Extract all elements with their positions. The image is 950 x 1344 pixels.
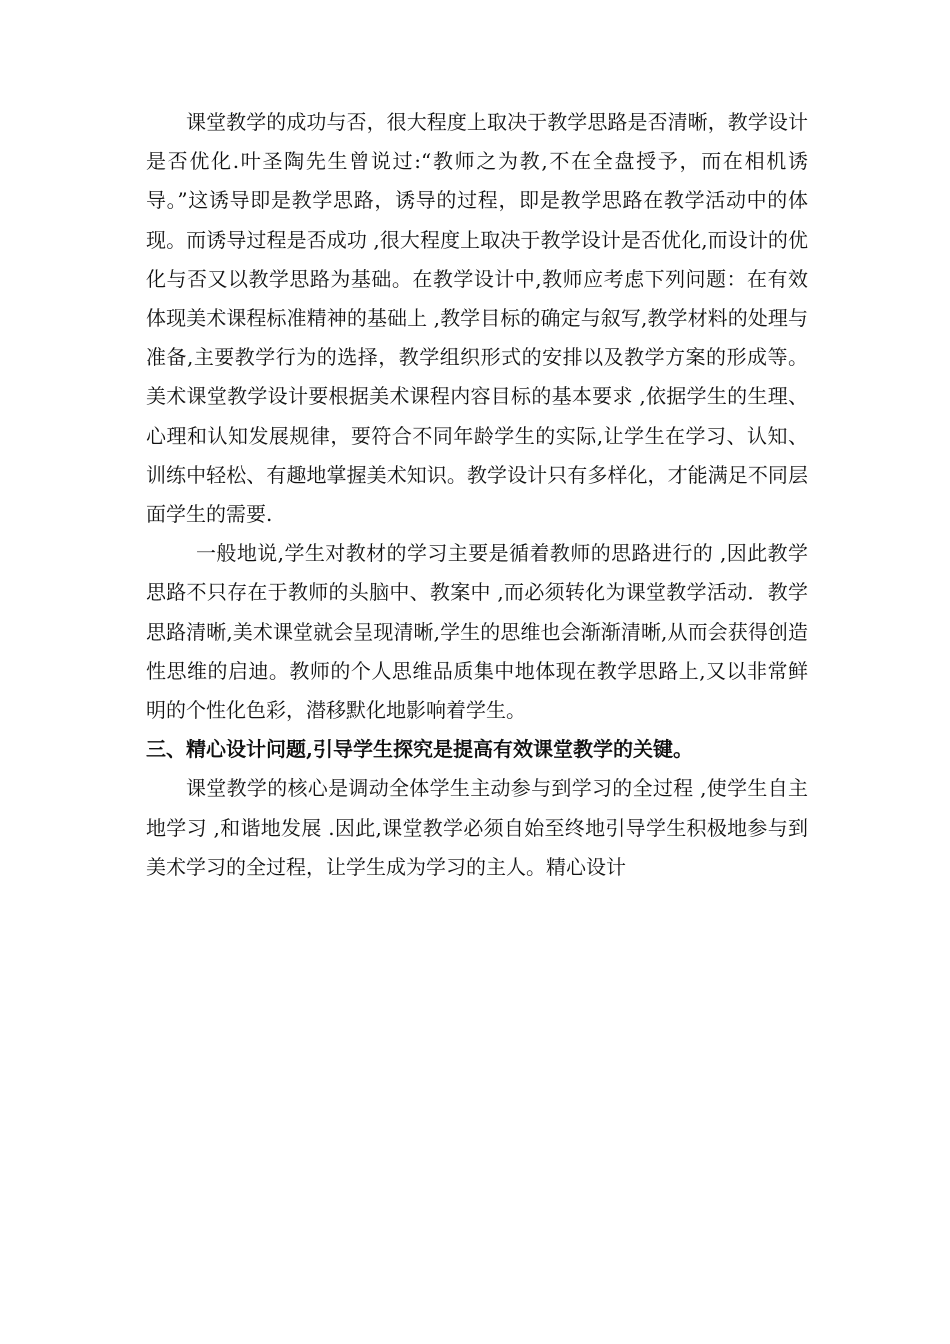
paragraph-2: 一般地说,学生对教材的学习主要是循着教师的思路进行的 ,因此教学思路不只存在于教师的头脑中、教案中 ,而必须转化为课堂教学活动．教学思路清晰,美术课堂就会呈现清晰,学生的思维也会渐渐清晰,从而会获得创造性思维的启迪。教师的个人思维品质集中地体现在教学思路上,又以非常鲜明的个性化色彩，潜移默化地影响着学生。: [146, 541, 808, 723]
paragraph-3: 课堂教学的核心是调动全体学生主动参与到学习的全过程 ,使学生自主地学习 ,和谐地发展 .因此,课堂教学必须自始至终地引导学生积极地参与到美术学习的全过程，让学生成为学习的主人。精心设计: [146, 776, 808, 879]
paragraph-1: 课堂教学的成功与否，很大程度上取决于教学思路是否清晰，教学设计是否优化.叶圣陶先生曾说过:“教师之为教,不在全盘授予，而在相机诱导。”这诱导即是教学思路，诱导的过程，即是教学思路在教学活动中的体现。而诱导过程是否成功 ,很大程度上取决于教学设计是否优化,而设计的优化与否又以教学思路为基础。在教学设计中,教师应考虑下列问题：在有效体现美术课程标准精神的基础上 ,教学目标的确定与叙写,教学材料的处理与准备,主要教学行为的选择，教学组织形式的安排以及教学方案的形成等。美术课堂教学设计要根据美术课程内容目标的基本要求 ,依据学生的生理、心理和认知发展规律，要符合不同年龄学生的实际,让学生在学习、认知、训练中轻松、有趣地掌握美术知识。教学设计只有多样化，才能满足不同层面学生的需要.: [146, 110, 808, 527]
section-heading: 三、精心设计问题,引导学生探究是提高有效课堂教学的关键。: [146, 737, 693, 762]
document-body: [146, 103, 808, 887]
